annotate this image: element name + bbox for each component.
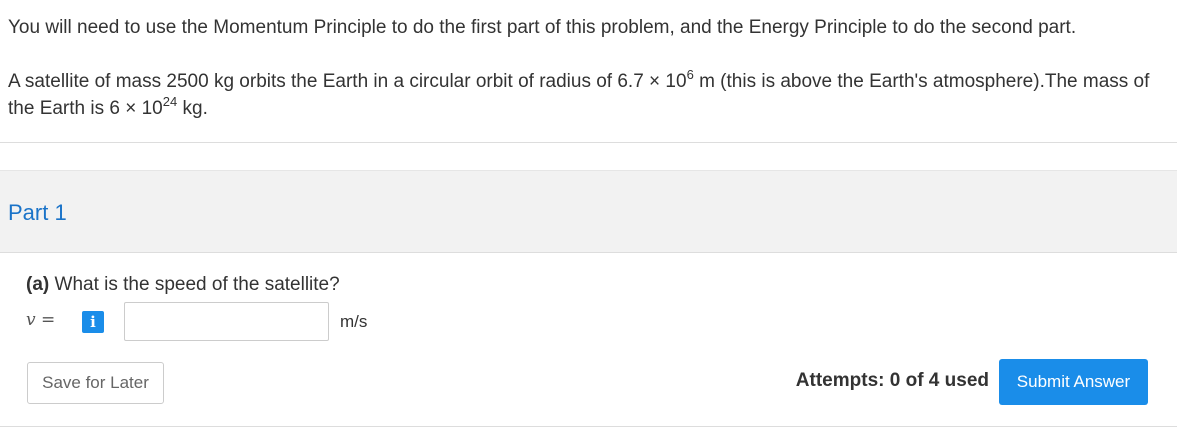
question-text: [26, 274, 340, 296]
divider: [0, 426, 1177, 427]
unit-label: m/s: [340, 312, 368, 331]
equals-sign: =: [35, 310, 56, 330]
variable-symbol: v: [26, 310, 36, 330]
exponent-radius: 6: [686, 66, 694, 82]
attempts-counter: Attempts: 0 of 4 used: [795, 370, 989, 391]
intro-line-1: You will need to use the Momentum Principle to do the first part of this problem, and the Energy Principle to do the second part.: [8, 17, 1077, 38]
save-for-later-button[interactable]: Save for Later: [27, 362, 164, 404]
exponent-mass: 24: [162, 93, 178, 109]
speed-answer-input[interactable]: [124, 302, 329, 341]
variable-label: [26, 310, 55, 330]
intro-text-c: kg.: [177, 98, 208, 119]
part-title: Part 1: [8, 200, 67, 225]
intro-text-a: A satellite of mass 2500 kg orbits the Earth in a circular orbit of radius of 6.7 × 10: [8, 71, 687, 92]
info-icon[interactable]: i: [82, 311, 104, 333]
problem-statement: [8, 14, 1168, 122]
divider: [0, 142, 1177, 143]
part-header: [0, 170, 1177, 253]
question-body: What is the speed of the satellite?: [49, 274, 340, 295]
submit-answer-button[interactable]: Submit Answer: [999, 359, 1148, 405]
intro-paragraph-2: [8, 68, 1168, 122]
question-prefix: (a): [26, 274, 50, 295]
intro-text-b: m (this is above the Earth's atmosphere).The mass of the Earth is 6 × 10: [8, 71, 1150, 119]
